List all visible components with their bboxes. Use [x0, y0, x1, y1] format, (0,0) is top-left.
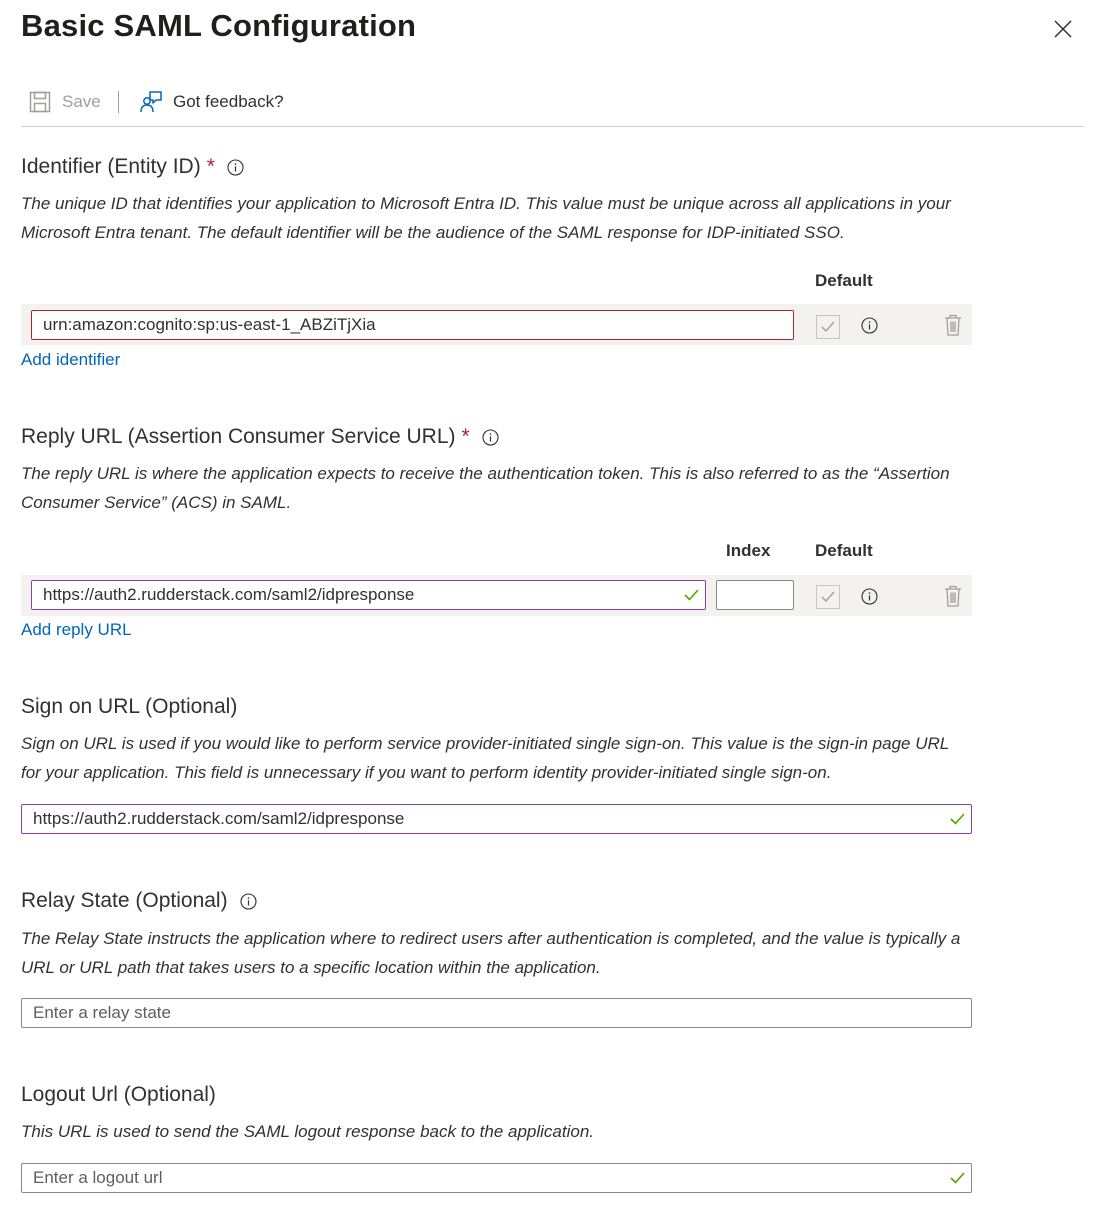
feedback-label: Got feedback? [173, 92, 284, 111]
logout-url-description: This URL is used to send the SAML logout response back to the application. [21, 1122, 594, 1141]
reply-url-title-text: Reply URL (Assertion Consumer Service URL) [21, 425, 456, 448]
relay-state-placeholder: Enter a relay state [33, 1003, 171, 1022]
sign-on-url-value: https://auth2.rudderstack.com/saml2/idpresponse [33, 809, 405, 828]
valid-checkmark-icon [677, 589, 705, 601]
info-icon[interactable] [482, 429, 499, 446]
reply-url-default-header: Default [815, 541, 873, 560]
reply-url-value: https://auth2.rudderstack.com/saml2/idpresponse [43, 585, 415, 604]
save-label: Save [62, 92, 101, 111]
logout-url-input[interactable] [21, 1163, 972, 1193]
close-button[interactable] [1048, 14, 1078, 44]
reply-url-index-header: Index [726, 541, 771, 560]
save-button[interactable] [29, 84, 101, 120]
checkmark-icon [821, 591, 835, 603]
sign-on-url-title [21, 695, 237, 719]
required-mark: * [206, 155, 215, 178]
trash-icon [944, 314, 962, 336]
identifier-title [21, 155, 244, 179]
identifier-default-checkbox[interactable] [816, 315, 840, 339]
feedback-button[interactable] [139, 84, 284, 120]
reply-url-index-input[interactable] [716, 580, 794, 610]
valid-checkmark-icon [943, 1172, 971, 1184]
logout-url-title-text: Logout Url (Optional) [21, 1083, 216, 1106]
relay-state-title-text: Relay State (Optional) [21, 889, 228, 912]
logout-url-title [21, 1083, 216, 1107]
add-identifier-link[interactable]: Add identifier [21, 350, 121, 369]
reply-url-input[interactable] [31, 580, 706, 610]
panel-title: Basic SAML Configuration [21, 8, 417, 43]
reply-url-description: The reply URL is where the application expects to receive the authentication token. This is also referred to as the “Assertion Consumer Service” (ACS) in SAML. [21, 464, 950, 512]
reply-url-default-info-icon[interactable] [861, 588, 878, 610]
relay-state-description: The Relay State instructs the application where to redirect users after authentication is completed, and the value is typically a URL or URL path that takes users to a specific location within the application. [21, 929, 961, 977]
info-icon[interactable] [240, 893, 257, 910]
identifier-value: urn:amazon:cognito:sp:us-east-1_ABZiTjXia [43, 315, 376, 334]
sign-on-url-input[interactable] [21, 804, 972, 834]
reply-url-title [21, 425, 499, 449]
command-bar [21, 84, 1084, 127]
valid-checkmark-icon [943, 813, 971, 825]
toolbar-separator [118, 91, 119, 113]
close-icon [1054, 20, 1072, 38]
logout-url-placeholder: Enter a logout url [33, 1168, 163, 1187]
save-icon [29, 91, 51, 113]
info-icon[interactable] [227, 159, 244, 176]
identifier-input[interactable] [31, 310, 794, 340]
reply-url-default-checkbox[interactable] [816, 585, 840, 609]
relay-state-input[interactable] [21, 998, 972, 1028]
identifier-default-header: Default [815, 271, 873, 290]
identifier-description: The unique ID that identifies your application to Microsoft Entra ID. This value must be unique across all applications in your Microsoft Entra tenant. The default identifier will be the audience of the SAML response for IDP-initiated SSO. [21, 194, 951, 242]
reply-url-delete-button[interactable] [944, 585, 962, 612]
checkmark-icon [821, 321, 835, 333]
relay-state-title [21, 889, 257, 913]
sign-on-url-description: Sign on URL is used if you would like to perform service provider-initiated single sign-on. This value is the sign-in page URL for your application. This field is unnecessary if you want to perform identity provider-initiated single sign-on. [21, 734, 949, 782]
required-mark: * [461, 425, 470, 448]
feedback-icon [139, 90, 163, 114]
identifier-default-info-icon[interactable] [861, 317, 878, 339]
add-reply-url-link[interactable]: Add reply URL [21, 620, 132, 639]
sign-on-url-title-text: Sign on URL (Optional) [21, 695, 238, 718]
trash-icon [944, 585, 962, 607]
identifier-delete-button[interactable] [944, 314, 962, 341]
identifier-title-text: Identifier (Entity ID) [21, 155, 201, 178]
